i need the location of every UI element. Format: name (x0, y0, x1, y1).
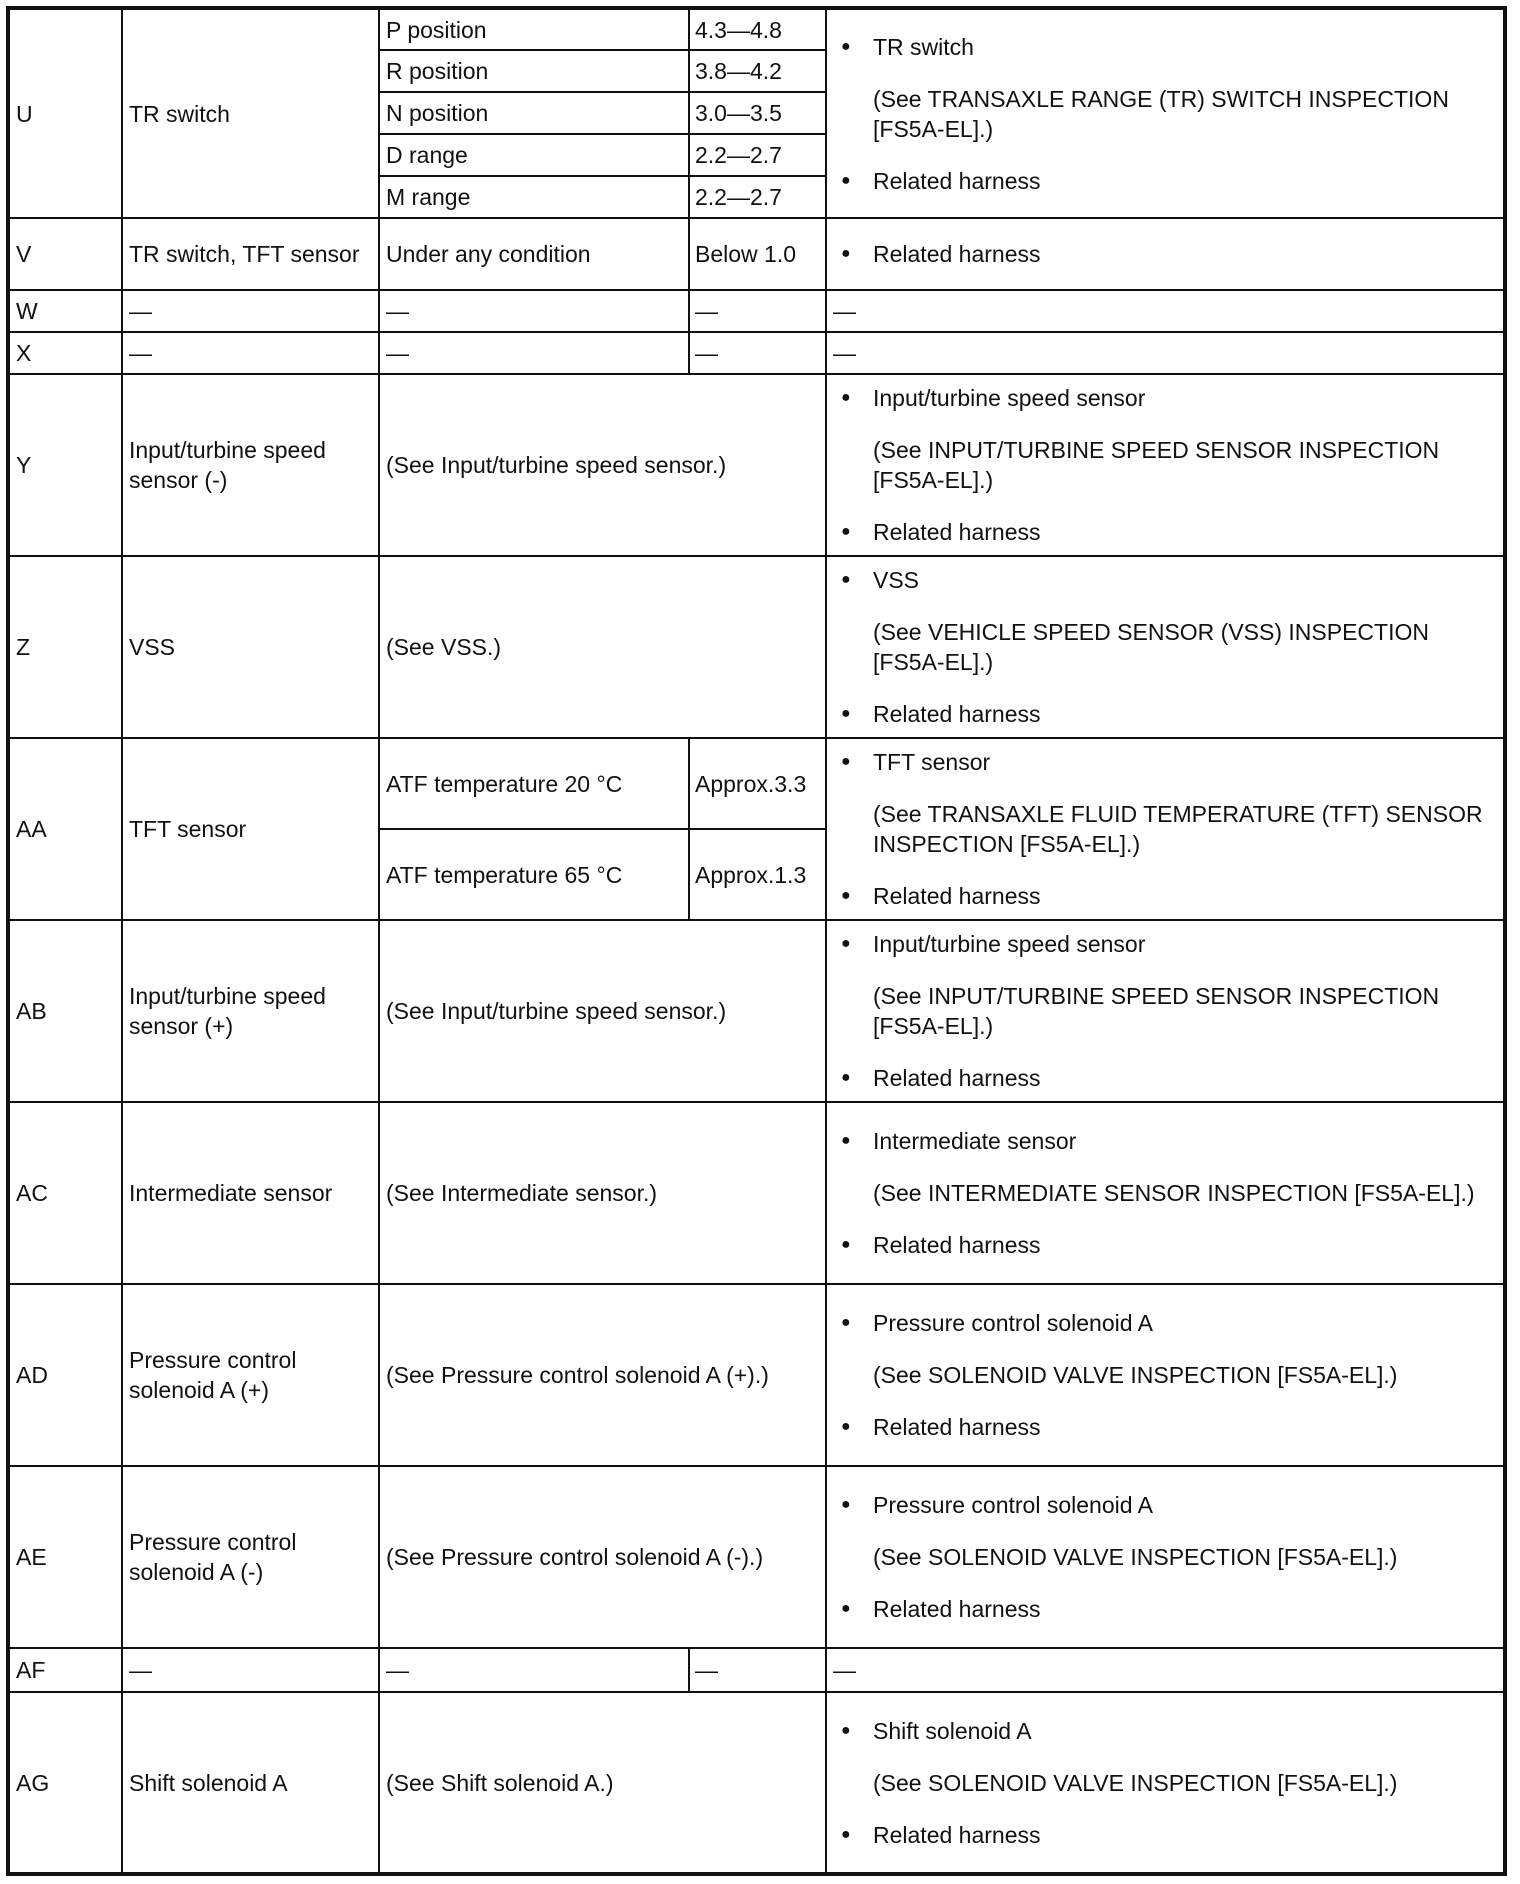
condition-cell: (See Shift solenoid A.) (379, 1692, 826, 1874)
terminal-cell: AE (8, 1466, 122, 1648)
remark-harness: ● Related harness (873, 1063, 1497, 1093)
remark-harness: ● Related harness (873, 166, 1497, 196)
table-row (8, 290, 1505, 332)
remark-reference: (See INPUT/TURBINE SPEED SENSOR INSPECTION [FS5A-EL].) (873, 983, 1440, 1039)
remark-harness: ● Related harness (873, 517, 1497, 547)
connected-to-cell: Intermediate sensor (122, 1102, 379, 1284)
remark-harness: ● Related harness (873, 239, 1497, 269)
remark-reference: (See INPUT/TURBINE SPEED SENSOR INSPECTION [FS5A-EL].) (873, 437, 1440, 493)
connected-to-cell: Pressure control solenoid A (-) (122, 1466, 379, 1648)
table-row (8, 738, 1505, 829)
condition-cell: ATF temperature 65 °C (379, 829, 689, 920)
terminal-cell: X (8, 332, 122, 374)
condition-cell: — (379, 332, 689, 374)
table-row (8, 556, 1505, 738)
voltage-cell: 3.0—3.5 (689, 92, 826, 134)
table-row (8, 1284, 1505, 1466)
condition-cell: (See Pressure control solenoid A (-).) (379, 1466, 826, 1648)
remark-item: ● Intermediate sensor (873, 1126, 1497, 1156)
condition-cell: (See VSS.) (379, 556, 826, 738)
remark-reference: (See INTERMEDIATE SENSOR INSPECTION [FS5A-EL].) (873, 1180, 1475, 1206)
voltage-cell: 2.2—2.7 (689, 176, 826, 218)
remark-reference: (See VEHICLE SPEED SENSOR (VSS) INSPECTION [FS5A-EL].) (873, 619, 1429, 675)
connected-to-cell: Input/turbine speed sensor (+) (122, 920, 379, 1102)
condition-cell: (See Input/turbine speed sensor.) (379, 920, 826, 1102)
remark-item: ● Pressure control solenoid A (873, 1490, 1497, 1520)
connected-to-cell: — (122, 332, 379, 374)
terminal-voltage-table (6, 6, 1507, 1876)
remarks-cell (826, 1284, 1505, 1466)
terminal-cell: Y (8, 374, 122, 556)
terminal-cell: AB (8, 920, 122, 1102)
voltage-cell: 2.2—2.7 (689, 134, 826, 176)
connected-to-cell: Pressure control solenoid A (+) (122, 1284, 379, 1466)
remark-item: ● Shift solenoid A (873, 1716, 1497, 1746)
connected-to-cell: VSS (122, 556, 379, 738)
remarks-cell (826, 920, 1505, 1102)
terminal-cell: Z (8, 556, 122, 738)
connected-to-cell: TFT sensor (122, 738, 379, 920)
remark-harness: ● Related harness (873, 1820, 1497, 1850)
terminal-cell: AD (8, 1284, 122, 1466)
condition-cell: ATF temperature 20 °C (379, 738, 689, 829)
condition-cell: M range (379, 176, 689, 218)
remarks-cell: — (826, 290, 1505, 332)
remarks-cell (826, 738, 1505, 920)
remark-reference: (See SOLENOID VALVE INSPECTION [FS5A-EL].) (873, 1769, 1398, 1796)
connected-to-cell: TR switch, TFT sensor (122, 218, 379, 290)
condition-cell: — (379, 1648, 689, 1692)
connected-to-cell: Input/turbine speed sensor (-) (122, 374, 379, 556)
terminal-cell: AG (8, 1692, 122, 1874)
table-row (8, 374, 1505, 556)
remarks-cell (826, 218, 1505, 290)
table-row (8, 920, 1505, 1102)
condition-cell: N position (379, 92, 689, 134)
remarks-cell (826, 1466, 1505, 1648)
terminal-cell: V (8, 218, 122, 290)
table-row (8, 8, 1505, 50)
remark-item: ● TFT sensor (873, 747, 1497, 777)
voltage-cell: 3.8—4.2 (689, 50, 826, 92)
remark-item: ● TR switch (873, 32, 1497, 62)
voltage-cell: Approx.3.3 (689, 738, 826, 829)
condition-cell: (See Pressure control solenoid A (+).) (379, 1284, 826, 1466)
table-row (8, 1102, 1505, 1284)
remark-harness: ● Related harness (873, 699, 1497, 729)
remarks-cell (826, 374, 1505, 556)
document-page (6, 6, 1507, 1876)
remark-reference: (See SOLENOID VALVE INSPECTION [FS5A-EL].) (873, 1362, 1398, 1388)
condition-cell: (See Intermediate sensor.) (379, 1102, 826, 1284)
remarks-cell: — (826, 332, 1505, 374)
remark-item: ● Input/turbine speed sensor (873, 929, 1497, 959)
connected-to-cell: — (122, 1648, 379, 1692)
remark-harness: ● Related harness (873, 881, 1497, 911)
remark-item: ● Input/turbine speed sensor (873, 383, 1497, 413)
connected-to-cell: Shift solenoid A (122, 1692, 379, 1874)
condition-cell: R position (379, 50, 689, 92)
connected-to-cell: — (122, 290, 379, 332)
table-row (8, 1466, 1505, 1648)
condition-cell: D range (379, 134, 689, 176)
terminal-cell: AC (8, 1102, 122, 1284)
remark-reference: (See SOLENOID VALVE INSPECTION [FS5A-EL].) (873, 1544, 1398, 1570)
table-row (8, 218, 1505, 290)
terminal-cell: U (8, 8, 122, 218)
voltage-cell: Below 1.0 (689, 218, 826, 290)
table-row (8, 1692, 1505, 1874)
remark-harness: ● Related harness (873, 1230, 1497, 1260)
remarks-cell (826, 556, 1505, 738)
terminal-cell: AF (8, 1648, 122, 1692)
condition-cell: — (379, 290, 689, 332)
voltage-cell: — (689, 1648, 826, 1692)
voltage-cell: 4.3—4.8 (689, 8, 826, 50)
remarks-cell (826, 8, 1505, 218)
remark-item: ● VSS (873, 565, 1497, 595)
connected-to-cell: TR switch (122, 8, 379, 218)
table-row (8, 332, 1505, 374)
voltage-cell: Approx.1.3 (689, 829, 826, 920)
voltage-cell: — (689, 332, 826, 374)
voltage-cell: — (689, 290, 826, 332)
remark-item: ● Pressure control solenoid A (873, 1308, 1497, 1338)
condition-cell: Under any condition (379, 218, 689, 290)
condition-cell: P position (379, 8, 689, 50)
remarks-cell (826, 1692, 1505, 1874)
terminal-cell: AA (8, 738, 122, 920)
remarks-cell (826, 1102, 1505, 1284)
remark-reference: (See TRANSAXLE RANGE (TR) SWITCH INSPECTION [FS5A-EL].) (873, 85, 1449, 142)
remark-harness: ● Related harness (873, 1594, 1497, 1624)
remarks-cell: — (826, 1648, 1505, 1692)
table-row (8, 1648, 1505, 1692)
condition-cell: (See Input/turbine speed sensor.) (379, 374, 826, 556)
remark-reference: (See TRANSAXLE FLUID TEMPERATURE (TFT) SENSOR INSPECTION [FS5A-EL].) (873, 801, 1483, 857)
terminal-cell: W (8, 290, 122, 332)
remark-harness: ● Related harness (873, 1412, 1497, 1442)
